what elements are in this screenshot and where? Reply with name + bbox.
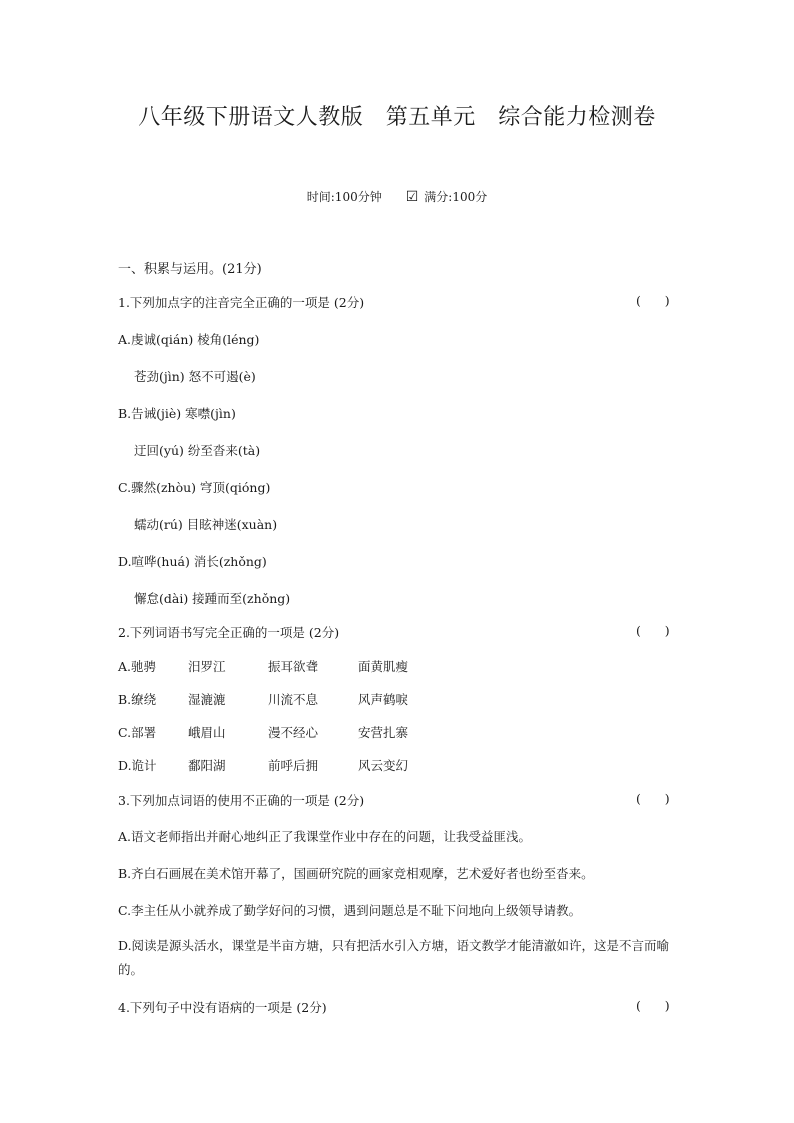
q4-answer-bracket: ( ) bbox=[636, 998, 670, 1013]
q2-a-word1: A.驰骋 bbox=[118, 659, 157, 674]
exam-meta bbox=[0, 188, 794, 205]
q1-option-c-line1: C.骤然(zhòu) 穹顶(qióng) bbox=[118, 480, 271, 495]
q2-option-d bbox=[118, 756, 408, 774]
checkbox-icon: ☑ bbox=[405, 189, 419, 205]
q2-a-word4: 面黄肌瘦 bbox=[358, 659, 409, 674]
q3-option-b: B.齐白石画展在美术馆开幕了，国画研究院的画家竞相观摩，艺术爱好者也纷至沓来。 bbox=[118, 866, 594, 881]
q2-c-word3: 漫不经心 bbox=[268, 725, 319, 740]
q2-option-c bbox=[118, 723, 408, 741]
total-score: 满分:100分 bbox=[424, 190, 488, 204]
q2-b-word2: 湿漉漉 bbox=[188, 692, 226, 707]
q2-a-word3: 振耳欲聋 bbox=[268, 659, 319, 674]
q3-option-c: C.李主任从小就养成了勤学好问的习惯，遇到问题总是不耻下问地向上级领导请教。 bbox=[118, 903, 582, 918]
q1-option-a-line1: A.虔诚(qián) 棱角(léng) bbox=[118, 332, 260, 347]
q1-option-d-line1: D.喧哗(huá) 消长(zhǒng) bbox=[118, 554, 267, 569]
q3-option-a: A.语文老师指出并耐心地纠正了我课堂作业中存在的问题，让我受益匪浅。 bbox=[118, 829, 532, 844]
q2-d-word1: D.诡计 bbox=[118, 758, 157, 773]
q3-answer-bracket: ( ) bbox=[636, 791, 670, 806]
q2-d-word2: 鄱阳湖 bbox=[188, 758, 226, 773]
q1-option-c-line2: 蠕动(rú) 目眩神迷(xuàn) bbox=[134, 517, 278, 532]
q2-b-word3: 川流不息 bbox=[268, 692, 319, 707]
q4-stem: 4.下列句子中没有语病的一项是 (2分) bbox=[118, 1000, 327, 1015]
q2-c-word4: 安营扎寨 bbox=[358, 725, 409, 740]
q2-option-b bbox=[118, 690, 408, 708]
q2-c-word2: 峨眉山 bbox=[188, 725, 226, 740]
q1-option-b-line1: B.告诫(jiè) 寒噤(jìn) bbox=[118, 406, 236, 421]
q2-c-word1: C.部署 bbox=[118, 725, 157, 740]
q1-option-b-line2: 迂回(yú) 纷至沓来(tà) bbox=[134, 443, 261, 458]
q2-b-word1: B.缭绕 bbox=[118, 692, 157, 707]
q2-d-word3: 前呼后拥 bbox=[268, 758, 319, 773]
q2-stem: 2.下列词语书写完全正确的一项是 (2分) bbox=[118, 625, 340, 640]
q2-d-word4: 风云变幻 bbox=[358, 758, 409, 773]
q1-answer-bracket: ( ) bbox=[636, 293, 670, 308]
time-limit: 时间:100分钟 bbox=[306, 190, 382, 204]
section-heading: 一、积累与运用。(21分) bbox=[118, 262, 262, 277]
q2-option-a bbox=[118, 657, 408, 675]
q2-answer-bracket: ( ) bbox=[636, 623, 670, 638]
q1-stem: 1.下列加点字的注音完全正确的一项是 (2分) bbox=[118, 295, 365, 310]
q3-stem: 3.下列加点词语的使用不正确的一项是 (2分) bbox=[118, 793, 365, 808]
q2-a-word2: 汨罗江 bbox=[188, 659, 226, 674]
q1-option-a-line2: 苍劲(jìn) 怒不可遏(è) bbox=[134, 369, 256, 384]
q1-option-d-line2: 懈怠(dài) 接踵而至(zhǒng) bbox=[134, 591, 291, 606]
q3-option-d: D.阅读是源头活水，课堂是半亩方塘，只有把活水引入方塘，语文教学才能清澈如许，这是不言而喻的。 bbox=[118, 938, 670, 977]
q2-b-word4: 风声鹤唳 bbox=[358, 692, 409, 707]
page-title: 八年级下册语文人教版 第五单元 综合能力检测卷 bbox=[138, 105, 656, 130]
